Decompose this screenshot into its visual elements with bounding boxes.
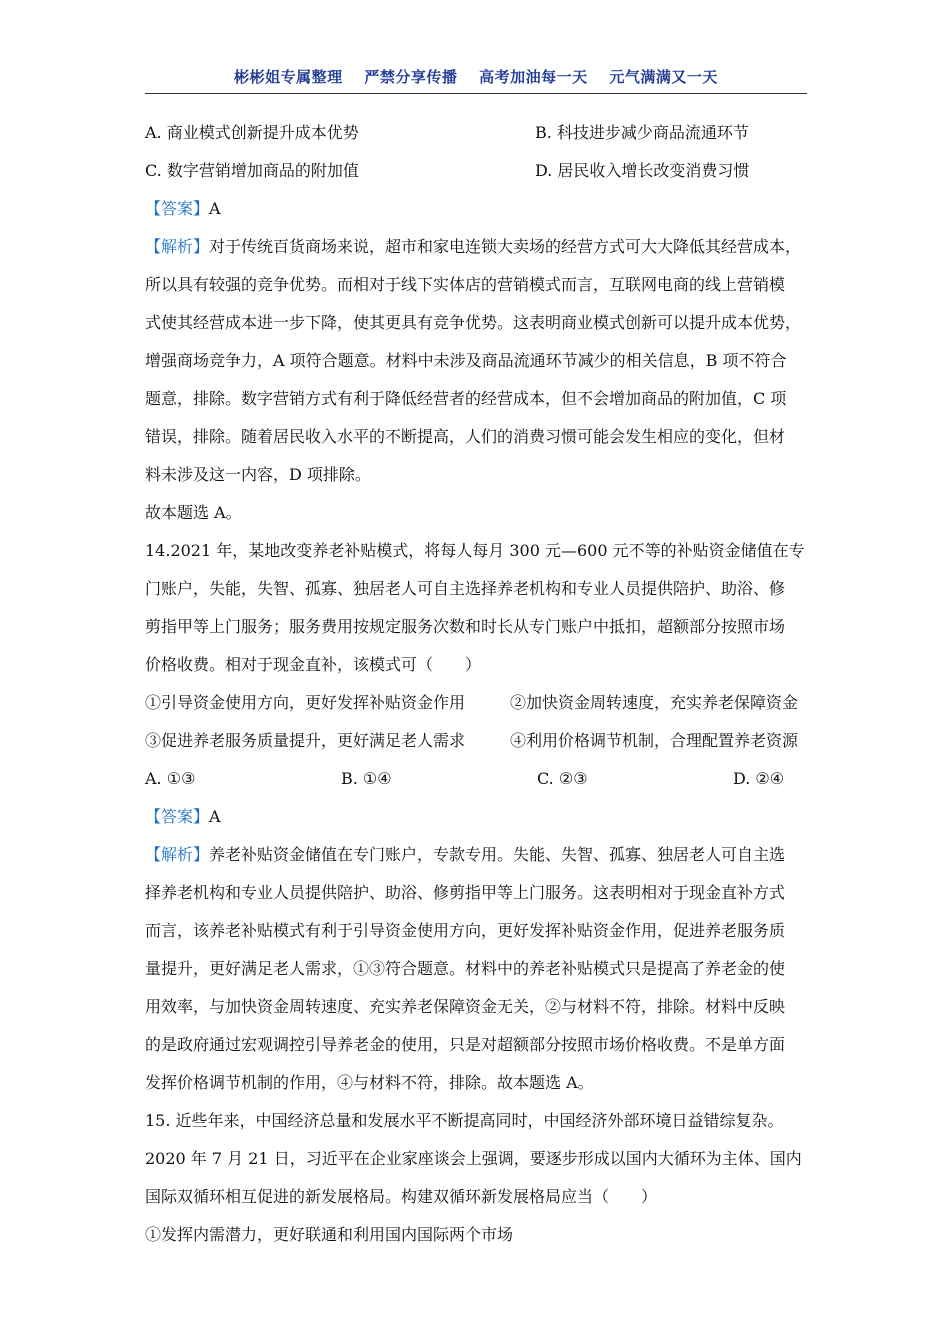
statement: ①引导资金使用方向，更好发挥补贴资金作用 [145,693,466,712]
question-stem-line: 国际双循环相互促进的新发展格局。构建双循环新发展格局应当（ ） [145,1187,658,1206]
option-c: C. ②③ [537,769,588,788]
analysis-text: 对于传统百货商场来说，超市和家电连锁大卖场的经营方式可大大降低其经营成本， [209,237,802,256]
header-divider [145,93,807,94]
option-d: D. ②④ [733,769,785,788]
answer-tag: 【答案】 [145,807,210,826]
analysis-tag: 【解析】 [145,845,210,864]
statement: ③促进养老服务质量提升，更好满足老人需求 [145,731,466,750]
statement: ②加快资金周转速度，充实养老保障资金 [510,693,799,712]
question-stem-line: 门账户，失能，失智、孤寡、独居老人可自主选择养老机构和专业人员提供陪护、助浴、修 [145,579,786,598]
answer-line [145,194,807,232]
statement: ①发挥内需潜力，更好联通和利用国内国际两个市场 [145,1225,514,1244]
conclusion-line: 故本题选 A。 [145,503,242,522]
option-row [145,764,807,802]
header-item: 元气满满又一天 [609,68,718,86]
analysis-line [145,840,807,878]
analysis-line: 的是政府通过宏观调控引导养老金的使用，只是对超额部分按照市场价格收费。不是单方面 [145,1035,786,1054]
statement-row [145,688,807,726]
question-stem-line: 2020 年 7 月 21 日，习近平在企业家座谈会上强调，要逐步形成以国内大循环为主体、国内 [145,1149,802,1168]
analysis-line [145,232,807,270]
option-row [145,118,807,156]
option-a: A. 商业模式创新提升成本优势 [145,123,359,142]
analysis-tag: 【解析】 [145,237,210,256]
question-stem-line: 15. 近些年来，中国经济总量和发展水平不断提高同时，中国经济外部环境日益错综复杂。 [145,1111,784,1130]
answer-tag: 【答案】 [145,199,210,218]
analysis-line: 发挥价格调节机制的作用，④与材料不符，排除。故本题选 A。 [145,1073,594,1092]
statement: ④利用价格调节机制，合理配置养老资源 [510,731,799,750]
analysis-line: 用效率，与加快资金周转速度、充实养老保障资金无关，②与材料不符，排除。材料中反映 [145,997,786,1016]
analysis-line: 式使其经营成本进一步下降，使其更具有竞争优势。这表明商业模式创新可以提升成本优势， [145,313,802,332]
statement-row [145,726,807,764]
analysis-line: 料未涉及这一内容，D 项排除。 [145,465,371,484]
question-stem-line: 价格收费。相对于现金直补，该模式可（ ） [145,655,482,674]
answer-value: A [209,199,221,218]
option-row [145,156,807,194]
analysis-line: 而言，该养老补贴模式有利于引导资金使用方向，更好发挥补贴资金作用，促进养老服务质 [145,921,786,940]
header-item: 彬彬姐专属整理 [234,68,343,86]
page-header [145,66,807,87]
header-item: 高考加油每一天 [479,68,588,86]
analysis-line: 量提升，更好满足老人需求，①③符合题意。材料中的养老补贴模式只是提高了养老金的使 [145,959,786,978]
header-item: 严禁分享传播 [364,68,458,86]
document-body [145,118,807,1258]
analysis-text: 养老补贴资金储值在专门账户，专款专用。失能、失智、孤寡、独居老人可自主选 [209,845,786,864]
option-a: A. ①③ [145,769,196,788]
question-stem-line: 14.2021 年，某地改变养老补贴模式，将每人每月 300 元—600 元不等的补贴资金储值在专 [145,541,805,560]
option-d: D. 居民收入增长改变消费习惯 [535,161,750,180]
option-b: B. 科技进步减少商品流通环节 [535,123,749,142]
analysis-line: 所以具有较强的竞争优势。而相对于线下实体店的营销模式而言，互联网电商的线上营销模 [145,275,786,294]
analysis-line: 题意，排除。数字营销方式有利于降低经营者的经营成本，但不会增加商品的附加值，C 项 [145,389,787,408]
analysis-line: 错误，排除。随着居民收入水平的不断提高，人们的消费习惯可能会发生相应的变化，但材 [145,427,786,446]
analysis-line: 择养老机构和专业人员提供陪护、助浴、修剪指甲等上门服务。这表明相对于现金直补方式 [145,883,786,902]
answer-line [145,802,807,840]
answer-value: A [209,807,221,826]
analysis-line: 增强商场竞争力，A 项符合题意。材料中未涉及商品流通环节减少的相关信息，B 项不符合 [145,351,787,370]
option-c: C. 数字营销增加商品的附加值 [145,161,359,180]
option-b: B. ①④ [341,769,392,788]
question-stem-line: 剪指甲等上门服务；服务费用按规定服务次数和时长从专门账户中抵扣，超额部分按照市场 [145,617,786,636]
